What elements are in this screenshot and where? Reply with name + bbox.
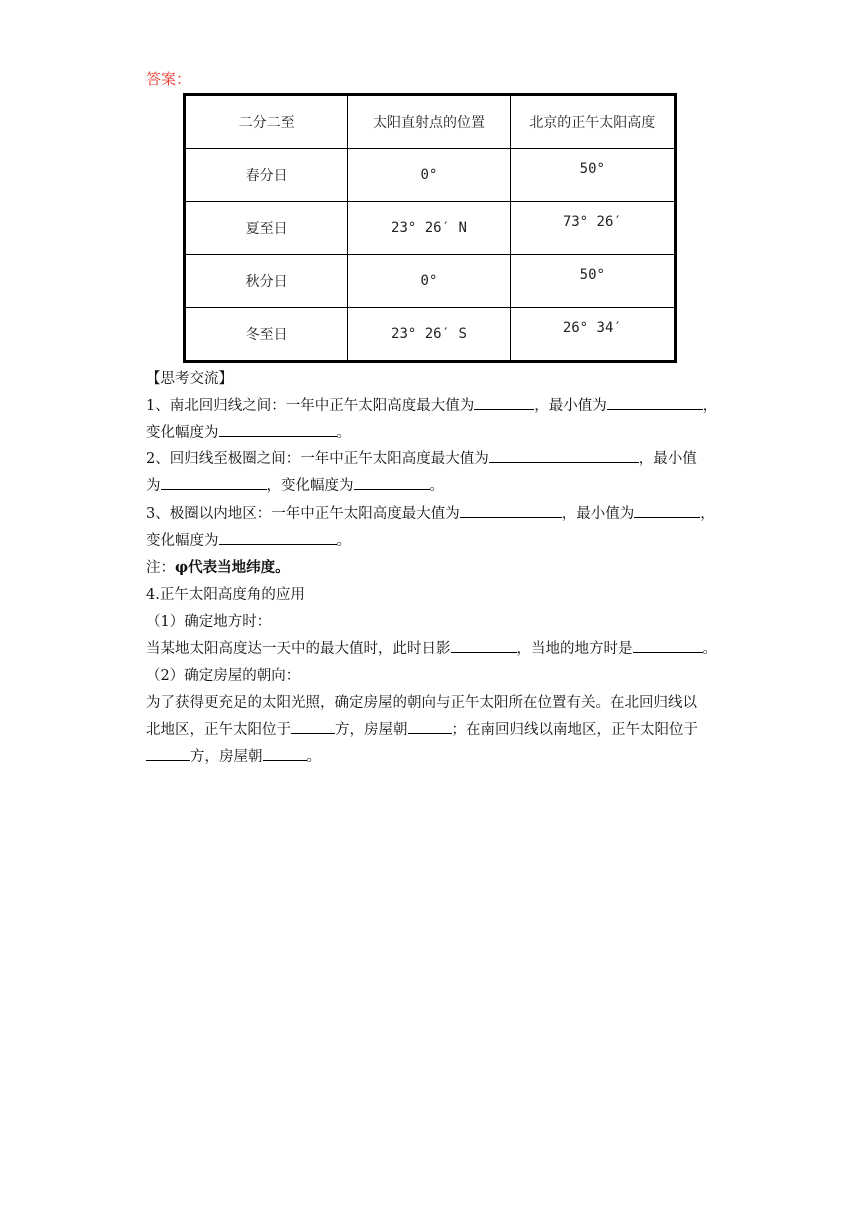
header-cell: 太阳直射点的位置 (348, 95, 510, 149)
p3-text: 方，房屋朝 (190, 749, 263, 765)
q1-text: 变化幅度为 (146, 425, 219, 441)
solar-table (183, 93, 677, 363)
question-1-line-1 (146, 394, 717, 415)
answer-blank[interactable] (489, 447, 639, 463)
q1-text: ， (702, 398, 718, 414)
p2-text: ；在南回归线以南地区，正午太阳位于 (451, 722, 698, 738)
q3-text: 3、极圈以内地区：一年中正午太阳高度最大值为 (146, 506, 460, 522)
question-1-line-2 (146, 421, 351, 442)
table-row (185, 202, 676, 255)
question-2-line-2 (146, 474, 444, 495)
table-cell-value: 26° 34′ (562, 320, 622, 336)
paragraph-line-1: 为了获得更充足的太阳光照，确定房屋的朝向与正午太阳所在位置有关。在北回归线以 (146, 695, 697, 711)
q2-text: 为 (146, 478, 161, 494)
question-3-line-2 (146, 529, 351, 550)
q1-text: ，最小值为 (534, 398, 607, 414)
paragraph-line-2 (146, 718, 698, 739)
answer-blank[interactable] (633, 637, 703, 653)
answer-blank[interactable] (291, 718, 335, 734)
q3-text: ， (700, 506, 715, 522)
p2-text: 北地区，正午太阳位于 (146, 722, 291, 738)
note-text: φ代表当地纬度。 (175, 559, 290, 576)
table-cell: 23° 26′ S (348, 308, 510, 362)
note-line (146, 556, 290, 577)
q1-text: 。 (336, 425, 351, 441)
table-cell: 夏至日 (185, 202, 348, 255)
table-cell (510, 308, 675, 362)
q2-text: ，变化幅度为 (266, 478, 354, 494)
s1-text: 当某地太阳高度达一天中的最大值时，此时日影 (146, 641, 451, 657)
q1-text: 1、南北回归线之间：一年中正午太阳高度最大值为 (146, 398, 475, 414)
q2-text: 。 (429, 478, 444, 494)
q3-text: 。 (336, 533, 351, 549)
table-cell (510, 149, 675, 202)
table-cell-value: 73° 26′ (562, 214, 622, 230)
question-2-line-1 (146, 447, 697, 468)
table-cell (510, 202, 675, 255)
s1-text: ，当地的地方时是 (516, 641, 633, 657)
table-row (185, 149, 676, 202)
answer-blank[interactable] (451, 637, 517, 653)
header-cell: 二分二至 (185, 95, 348, 149)
answer-blank[interactable] (408, 718, 452, 734)
table-cell-value: 50° (579, 267, 605, 283)
answer-blank[interactable] (607, 394, 703, 410)
question-3-line-1 (146, 502, 715, 523)
table-cell: 春分日 (185, 149, 348, 202)
table-cell: 23° 26′ N (348, 202, 510, 255)
table-cell: 冬至日 (185, 308, 348, 362)
subsection-1-title: （1）确定地方时： (146, 614, 272, 630)
table-cell: 0° (348, 149, 510, 202)
answer-blank[interactable] (474, 394, 534, 410)
answer-blank[interactable] (634, 502, 700, 518)
table-cell: 秋分日 (185, 255, 348, 308)
answer-blank[interactable] (354, 474, 430, 490)
table-row (185, 255, 676, 308)
table-row (185, 308, 676, 362)
table-cell: 0° (348, 255, 510, 308)
subsection-2-title: （2）确定房屋的朝向： (146, 668, 301, 684)
s1-text: 。 (702, 641, 717, 657)
answer-blank[interactable] (146, 745, 190, 761)
header-cell: 北京的正午太阳高度 (510, 95, 675, 149)
answer-blank[interactable] (219, 421, 337, 437)
note-prefix: 注： (146, 560, 175, 576)
q3-text: ，最小值为 (561, 506, 635, 522)
q2-text: ，最小值 (638, 451, 697, 467)
q3-text: 变化幅度为 (146, 533, 219, 549)
think-heading: 【思考交流】 (146, 371, 233, 387)
answer-blank[interactable] (161, 474, 267, 490)
answer-blank[interactable] (460, 502, 562, 518)
table-header-row (185, 95, 676, 149)
answer-label: 答案： (146, 70, 192, 88)
section-4-title: 4.正午太阳高度角的应用 (146, 587, 305, 603)
answer-blank[interactable] (263, 745, 307, 761)
table-cell-value: 50° (579, 161, 605, 177)
q2-text: 2、回归线至极圈之间：一年中正午太阳高度最大值为 (146, 451, 489, 467)
paragraph-line-3 (146, 745, 321, 766)
subsection-1-text (146, 637, 717, 658)
p2-text: 方，房屋朝 (335, 722, 408, 738)
answer-blank[interactable] (219, 529, 337, 545)
table-cell (510, 255, 675, 308)
p3-text: 。 (306, 749, 321, 765)
